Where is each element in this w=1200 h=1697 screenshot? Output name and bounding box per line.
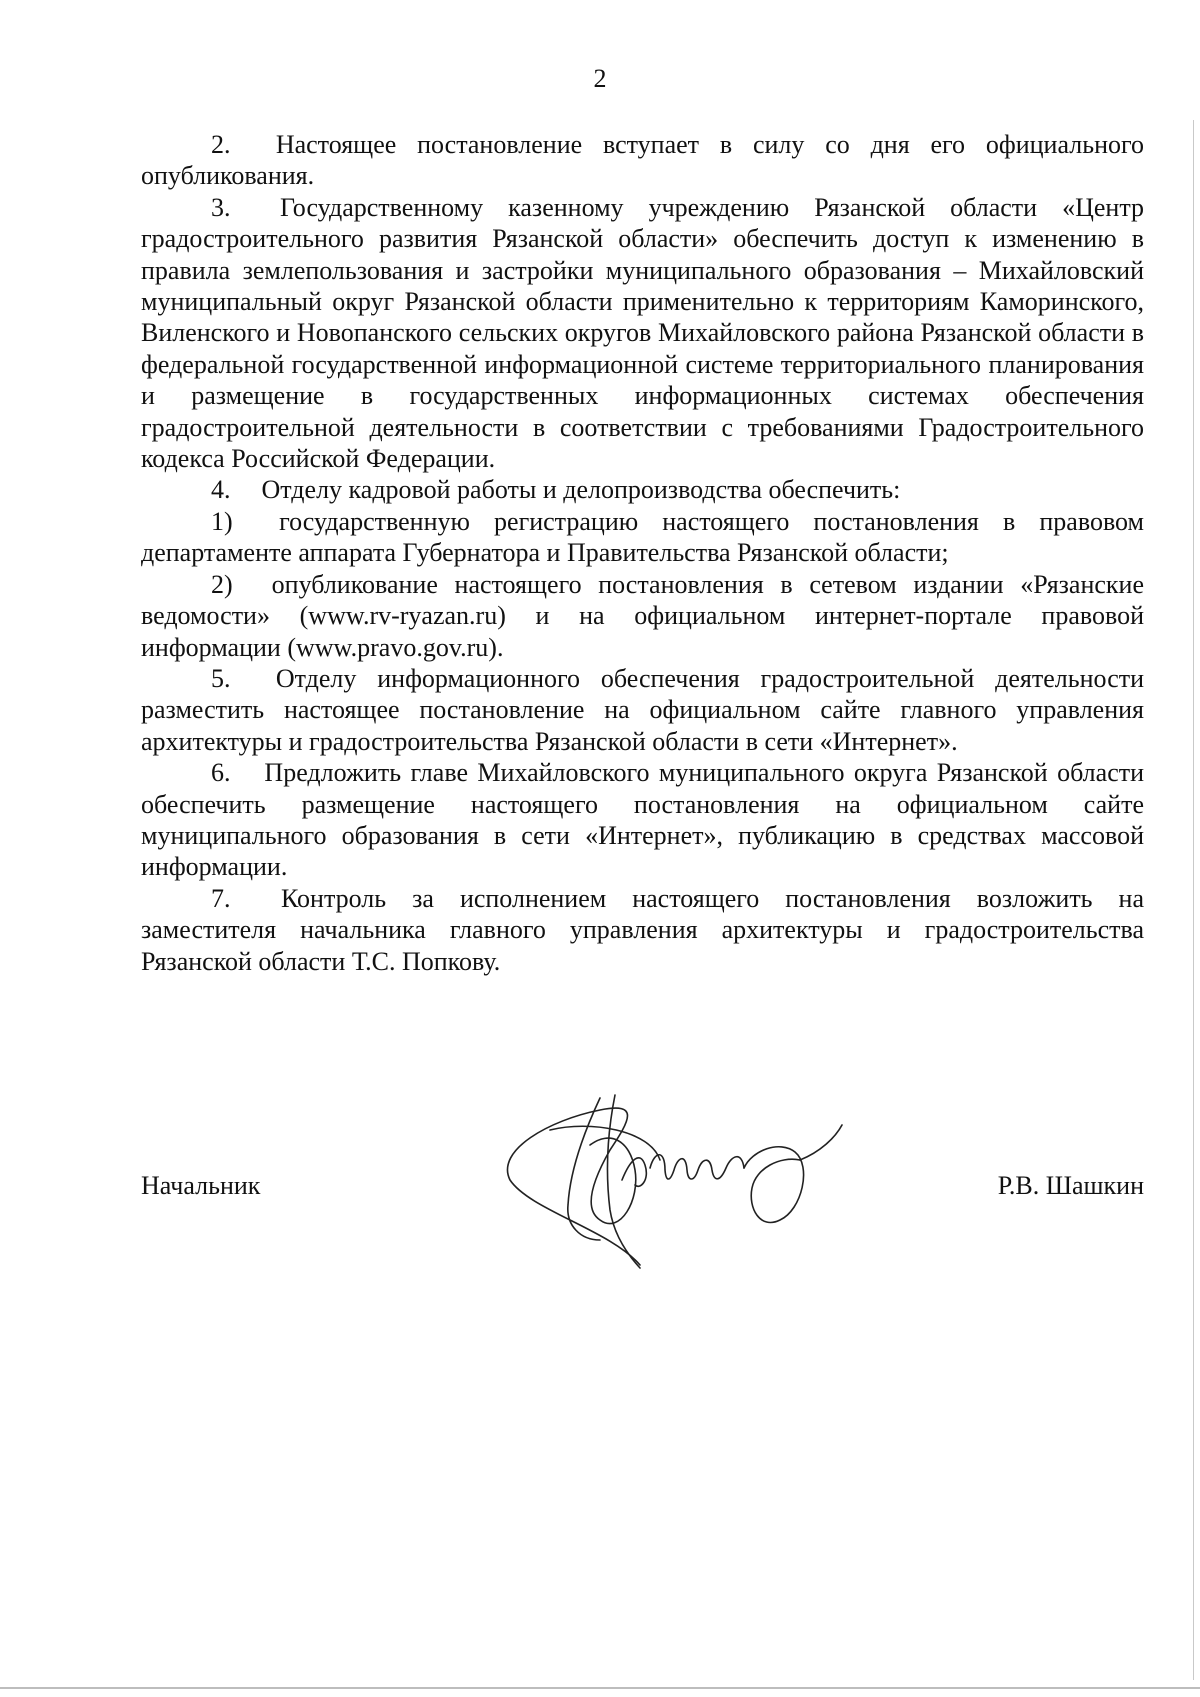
paragraph-number: 2) [211,569,233,599]
paragraph-number: 5. [211,663,231,693]
subparagraph-1 [141,506,1144,569]
subparagraph-2 [141,569,1144,663]
paragraph-6 [141,757,1144,883]
paragraph-text: Государственному казенному учреждению Рязанской области «Центр градостроительного развития Рязанской области» обеспечить доступ к изменению в правила землепользования и застройки муниципального образования – Михайловский муниципальный округ Рязанской области применительно к территориям Каморинского, Виленского и Новопанского сельских округов Михайловского района Рязанской области в федеральной государственной информационной системе территориального планирования и размещение в государственных информационных системах обеспечения градостроительной деятельности в соответствии с требованиями Градостроительного кодекса Российской Федерации. [141,192,1145,474]
signature-block [141,1170,1144,1210]
document-body [141,129,1144,977]
paragraph-3 [141,192,1144,475]
paragraph-number: 2. [211,130,231,159]
scan-edge-bottom [0,1687,1200,1689]
paragraph-text: государственную регистрацию настоящего постановления в правовом департаменте аппарата Губернатора и Правительства Рязанской области; [141,506,1144,568]
paragraph-number: 3. [211,192,231,222]
paragraph-2 [141,129,1144,192]
signatory-name: Р.В. Шашкин [997,1171,1144,1200]
paragraph-text: Предложить главе Михайловского муниципального округа Рязанской области обеспечить размещение настоящего постановления на официальном сайте муниципального образования в сети «Интернет», публикацию в средствах массовой информации. [141,758,1145,882]
paragraph-4 [141,474,1144,505]
scan-edge-right [1193,120,1194,1680]
paragraph-text: Настоящее постановление вступает в силу со дня его официального опубликования. [141,130,1144,191]
paragraph-5 [141,663,1144,757]
paragraph-text: Контроль за исполнением настоящего постановления возложить на заместителя начальника главного управления архитектуры и градостроительства Рязанской области Т.С. Попкову. [141,883,1144,976]
paragraph-text: Отделу кадровой работы и делопроизводства обеспечить: [261,475,901,505]
paragraph-number: 7. [211,883,231,913]
paragraph-number: 6. [211,758,231,788]
paragraph-7 [141,883,1144,977]
paragraph-text: опубликование настоящего постановления в сетевом издании «Рязанские ведомости» (www.rv-ryazan.ru) и на официальном интернет-портале правовой информации (www.pravo.gov.ru). [141,569,1145,662]
paragraph-number: 4. [211,475,231,505]
page-number: 2 [593,64,607,93]
paragraph-text: Отделу информационного обеспечения градостроительной деятельности разместить настоящее постановление на официальном сайте главного управления архитектуры и градостроительства Рязанской области в сети «Интернет». [141,663,1145,756]
signatory-position: Начальник [141,1171,261,1200]
paragraph-number: 1) [211,506,233,536]
